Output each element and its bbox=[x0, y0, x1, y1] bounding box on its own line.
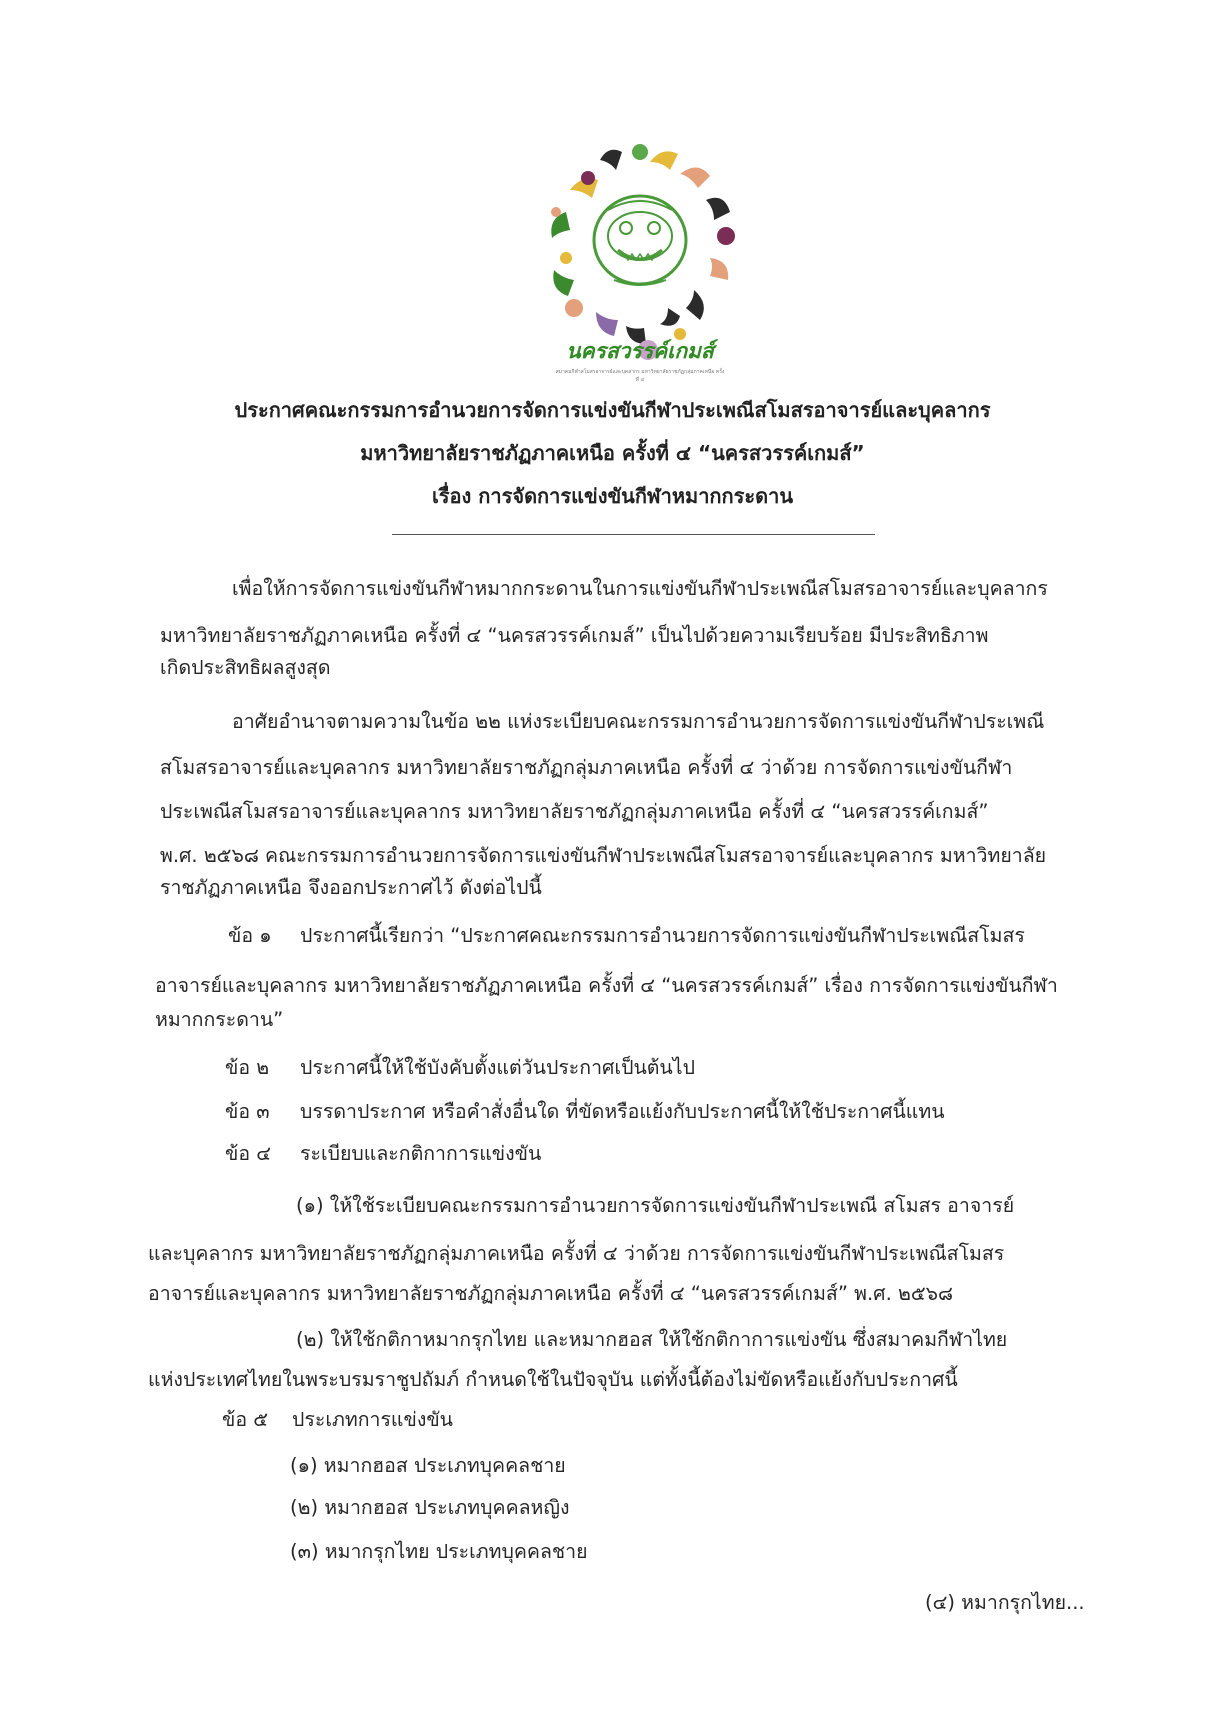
clause-2-label: ข้อ ๒ bbox=[225, 1056, 270, 1079]
clause-5-item-3: (๓) หมากรุกไทย ประเภทบุคคลชาย bbox=[290, 1540, 588, 1563]
paragraph-1-line-3: เกิดประสิทธิผลสูงสุด bbox=[160, 656, 331, 679]
clause-1-line-2: อาจารย์และบุคลากร มหาวิทยาลัยราชภัฏภาคเหนือ ครั้งที่ ๔ “นครสวรรค์เกมส์” เรื่อง การจัดการแข่งขันกีฬา bbox=[155, 974, 1058, 997]
clause-4-1-line-1: (๑) ให้ใช้ระเบียบคณะกรรมการอำนวยการจัดการแข่งขันกีฬาประเพณี สโมสร อาจารย์ bbox=[296, 1194, 1015, 1217]
clause-4-1-line-3: อาจารย์และบุคลากร มหาวิทยาลัยราชภัฏกลุ่มภาคเหนือ ครั้งที่ ๔ “นครสวรรค์เกมส์” พ.ศ. ๒๕๖๘ bbox=[148, 1282, 953, 1305]
clause-1-line-1: ประกาศนี้เรียกว่า “ประกาศคณะกรรมการอำนวยการจัดการแข่งขันกีฬาประเพณีสโมสร bbox=[300, 924, 1025, 947]
logo-subtext: สมาคมกีฬาสโมสรอาจารย์และบุคลากร มหาวิทยาลัยราชภัฏกลุ่มภาคเหนือ ครั้งที่ ๔ bbox=[555, 369, 725, 383]
clause-1-label: ข้อ ๑ bbox=[228, 924, 272, 947]
clause-3-label: ข้อ ๓ bbox=[225, 1100, 270, 1123]
clause-5-item-1: (๑) หมากฮอส ประเภทบุคคลชาย bbox=[290, 1454, 566, 1477]
heading-line-2: มหาวิทยาลัยราชภัฏภาคเหนือ ครั้งที่ ๔ “นครสวรรค์เกมส์” bbox=[360, 441, 865, 465]
clause-3-text: บรรดาประกาศ หรือคำสั่งอื่นใด ที่ขัดหรือแย้งกับประกาศนี้ให้ใช้ประกาศนี้แทน bbox=[300, 1100, 945, 1123]
clause-4-2-line-2: แห่งประเทศไทยในพระบรมราชูปถัมภ์ กำหนดใช้ในปัจจุบัน แต่ทั้งนี้ต้องไม่ขัดหรือแย้งกับประกาศนี้ bbox=[148, 1368, 958, 1391]
clause-5-text: ประเภทการแข่งขัน bbox=[292, 1408, 454, 1431]
paragraph-2-line-1: อาศัยอำนาจตามความในข้อ ๒๒ แห่งระเบียบคณะกรรมการอำนวยการจัดการแข่งขันกีฬาประเพณี bbox=[232, 710, 1045, 733]
paragraph-2-line-5: ราชภัฏภาคเหนือ จึงออกประกาศไว้ ดังต่อไปนี้ bbox=[160, 876, 542, 899]
clause-4-text: ระเบียบและกติกาการแข่งขัน bbox=[300, 1142, 542, 1165]
page-continuation: (๔) หมากรุกไทย... bbox=[925, 1591, 1085, 1614]
clause-5-item-2: (๒) หมากฮอส ประเภทบุคคลหญิง bbox=[290, 1496, 570, 1519]
clause-2-text: ประกาศนี้ให้ใช้บังคับตั้งแต่วันประกาศเป็นต้นไป bbox=[300, 1056, 695, 1079]
heading-line-3: เรื่อง การจัดการแข่งขันกีฬาหมากกระดาน bbox=[431, 484, 794, 508]
paragraph-2-line-4: พ.ศ. ๒๕๖๘ คณะกรรมการอำนวยการจัดการแข่งขันกีฬาประเพณีสโมสรอาจารย์และบุคลากร มหาวิทยาลัย bbox=[160, 844, 1047, 867]
clause-4-label: ข้อ ๔ bbox=[225, 1142, 271, 1165]
paragraph-2-line-2: สโมสรอาจารย์และบุคลากร มหาวิทยาลัยราชภัฏกลุ่มภาคเหนือ ครั้งที่ ๔ ว่าด้วย การจัดการแข่งขันกีฬา bbox=[160, 756, 1013, 779]
clause-4-2-line-1: (๒) ให้ใช้กติกาหมากรุกไทย และหมากฮอส ให้ใช้กติกาการแข่งขัน ซึ่งสมาคมกีฬาไทย bbox=[296, 1328, 1008, 1351]
clause-4-1-line-2: และบุคลากร มหาวิทยาลัยราชภัฏกลุ่มภาคเหนือ ครั้งที่ ๔ ว่าด้วย การจัดการแข่งขันกีฬาประเพณีสโมสร bbox=[148, 1242, 1005, 1265]
paragraph-1-line-1: เพื่อให้การจัดการแข่งขันกีฬาหมากกระดานในการแข่งขันกีฬาประเพณีสโมสรอาจารย์และบุคลากร bbox=[232, 577, 1048, 600]
paragraph-2-line-3: ประเพณีสโมสรอาจารย์และบุคลากร มหาวิทยาลัยราชภัฏกลุ่มภาคเหนือ ครั้งที่ ๔ “นครสวรรค์เกมส์” bbox=[160, 800, 989, 823]
clause-1-line-3: หมากกระดาน” bbox=[155, 1008, 284, 1031]
heading-line-1: ประกาศคณะกรรมการอำนวยการจัดการแข่งขันกีฬาประเพณีสโมสรอาจารย์และบุคลากร bbox=[234, 398, 991, 422]
clause-5-label: ข้อ ๕ bbox=[222, 1408, 268, 1431]
heading-divider bbox=[392, 534, 875, 535]
paragraph-1-line-2: มหาวิทยาลัยราชภัฏภาคเหนือ ครั้งที่ ๔ “นครสวรรค์เกมส์” เป็นไปด้วยความเรียบร้อย มีประสิทธิภาพ bbox=[160, 624, 989, 647]
logo-wordmark: นครสวรรค์เกมส์ bbox=[566, 338, 714, 363]
